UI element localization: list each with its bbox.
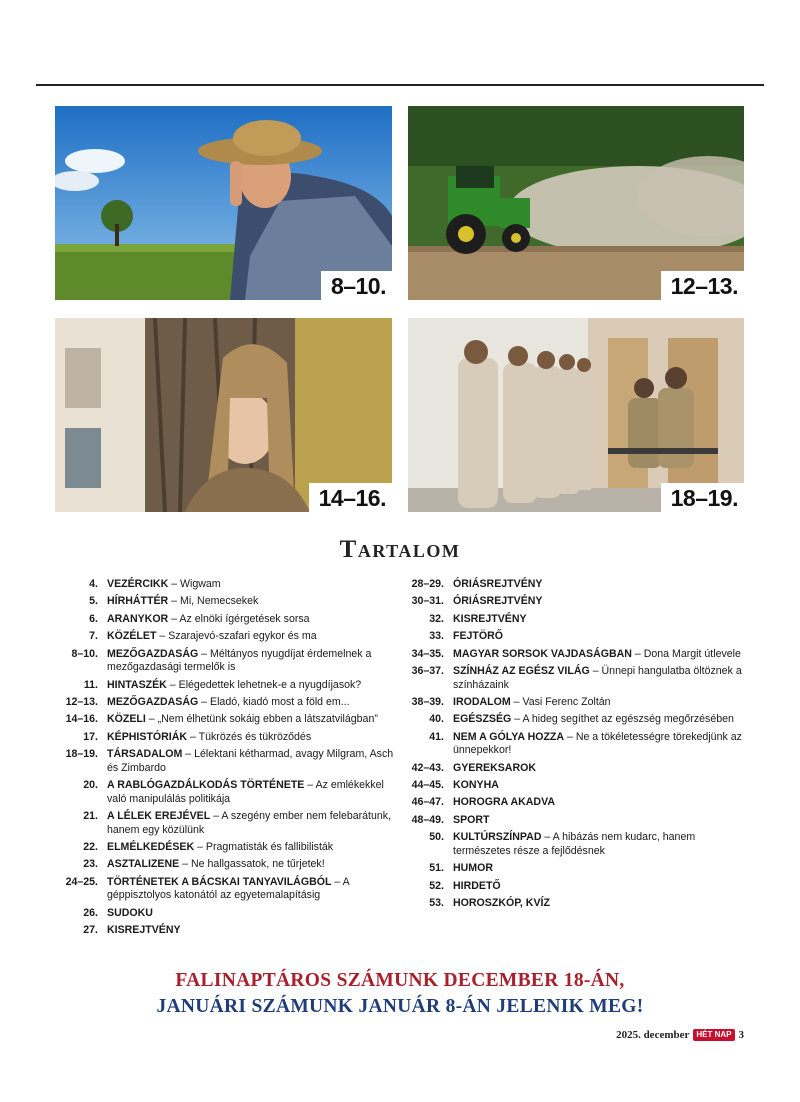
toc-item [48,696,396,710]
toc-item [398,630,748,644]
toc-section-title: VEZÉRCIKK [107,578,169,590]
toc-article-title: – Lélektani kétharmad, avagy Milgram, Asch és Zimbardo [107,748,394,774]
toc-page-number: 36–37. [411,664,444,677]
toc-entry [107,696,396,710]
toc-item [48,748,396,775]
toc-article-title: – Wigwam [168,578,221,590]
page-footer [616,1029,744,1041]
toc-page-number: 6. [89,612,98,625]
toc-item [398,595,748,609]
toc-page-number: 27. [83,924,98,937]
toc-article-title: – Ünnepi hangulatba öltöznek a színházaink [453,664,742,691]
toc-entry [453,796,748,810]
toc-section-title: TÁRSADALOM [107,748,183,761]
toc-page-number: 8–10. [71,647,98,660]
toc-item [398,578,748,592]
toc-item [48,648,396,675]
toc-item [398,897,748,911]
toc-article-title: – Az emlékekkel való manipulálás politikája [107,779,384,805]
toc-item [398,779,748,793]
toc-page-number: 12–13. [65,695,98,708]
toc-article-title: – „Nem élhetünk sokáig ebben a látszatvilágban” [145,713,378,726]
toc-section-title: KÖZÉLET [107,630,157,643]
toc-item [48,841,396,855]
toc-entry [453,648,748,662]
toc-page-number: 52. [429,879,444,892]
toc-page-number: 7. [89,630,98,643]
toc-entry [453,713,748,727]
toc-section-title: KISREJTVÉNY [453,612,527,625]
toc-article-title: – Vasi Ferenc Zoltán [510,695,611,708]
toc-entry [107,924,396,938]
toc-entry [107,810,396,837]
toc-item [48,810,396,837]
toc-entry [107,779,396,806]
toc-item [48,630,396,644]
top-rule [36,84,764,86]
toc-page-number: 4. [89,578,98,590]
toc-entry [453,665,748,692]
toc-article-title: – Méltányos nyugdíjat érdemelnek a mezőgazdasági termelők is [107,647,372,674]
photo-page-badge: 8–10. [321,271,392,300]
toc-section-title: IRODALOM [453,695,511,708]
toc-section-title: KÉPHISTÓRIÁK [107,730,188,743]
toc-section-title: MEZŐGAZDASÁG [107,695,199,708]
toc-section-title: SZÍNHÁZ AZ EGÉSZ VILÁG [453,664,590,677]
toc-page-number: 38–39. [411,695,444,708]
toc-entry [107,613,396,627]
toc-section-title: EGÉSZSÉG [453,713,512,726]
announcement-line-1: FALINAPTÁROS SZÁMUNK DECEMBER 18-ÁN, [175,970,625,991]
toc-page-number: 28–29. [411,578,444,590]
toc-article-title: – Tükrözés és tükröződés [187,730,312,743]
toc-article-title: – Ne a tökéletességre törekedjünk az ünnepekkor! [453,730,742,757]
toc-entry [107,648,396,675]
toc-article-title: – Mi, Nemecsekek [168,595,259,608]
toc-entry [453,814,748,828]
toc-page-number: 30–31. [411,595,444,608]
toc-article-title: – A géppisztolyos katonától az egyetemalapításig [107,875,350,902]
toc-section-title: NEM A GÓLYA HOZZA [453,730,565,743]
toc-section-title: ÓRIÁSREJTVÉNY [453,578,543,590]
toc-section-title: A RABLÓGAZDÁLKODÁS TÖRTÉNETE [107,779,305,792]
toc-section-title: ASZTALIZENE [107,858,180,871]
toc-page-number: 53. [429,897,444,910]
toc-page-number: 46–47. [411,796,444,809]
toc-item [48,731,396,745]
toc-page-number: 42–43. [411,761,444,774]
toc-entry [107,748,396,775]
toc-entry [453,862,748,876]
toc-article-title: – Az elnöki ígérgetések sorsa [168,612,310,625]
toc-article-title: – Szarajevó-szafari egykor és ma [156,630,317,643]
toc-section-title: KÖZELI [107,713,146,726]
toc-page-number: 23. [83,858,98,871]
toc-section-title: A LÉLEK EREJÉVEL [107,810,211,823]
toc-item [48,595,396,609]
issue-date: 2025. december [616,1029,690,1041]
toc-page-number: 40. [429,713,444,726]
toc-page-number: 20. [83,779,98,792]
toc-entry [107,858,396,872]
toc-page-number: 44–45. [411,779,444,792]
toc-item [398,814,748,828]
photo-tractor [408,106,744,300]
toc-item [398,713,748,727]
toc-entry [453,779,748,793]
toc-article-title: – Eladó, kiadó most a föld em... [198,695,350,708]
toc-item [398,648,748,662]
toc-entry [107,679,396,693]
toc-item [398,696,748,710]
toc-page-number: 24–25. [65,875,98,888]
toc-entry [107,876,396,903]
toc-entry [107,595,396,609]
toc-item [398,731,748,758]
toc-page-number: 51. [429,862,444,875]
toc-article-title: – Dona Margit útlevele [631,647,741,660]
toc-article-title: – Pragmatisták és fallibilisták [194,841,334,854]
toc-entry [107,713,396,727]
toc-item [48,713,396,727]
announcement-line-2: JANUÁRI SZÁMUNK JANUÁR 8-ÁN JELENIK MEG! [156,996,644,1017]
toc-section-title: ELMÉLKEDÉSEK [107,841,195,854]
toc-page-number: 33. [429,630,444,643]
photo-page-badge: 12–13. [661,271,744,300]
toc-section-title: GYEREKSAROK [453,761,536,774]
toc-article-title: – Elégedettek lehetnek-e a nyugdíjasok? [166,678,362,691]
toc-article-title: – A hibázás nem kudarc, hanem természetes része a fejlődésnek [453,831,696,857]
toc-right-column [398,578,748,914]
toc-section-title: KONYHA [453,779,499,792]
toc-entry [453,578,748,592]
toc-page-number: 11. [83,678,98,691]
toc-item [48,679,396,693]
photo-prisoners [408,318,744,512]
toc-page-number: 5. [89,595,98,608]
toc-entry [453,731,748,758]
toc-item [398,862,748,876]
toc-item [48,876,396,903]
toc-item [398,831,748,858]
magazine-logo: HÉT NAP [693,1029,734,1041]
toc-page-number: 22. [83,841,98,854]
toc-item [398,613,748,627]
toc-page-number: 17. [83,730,98,743]
photo-page-badge: 18–19. [661,483,744,512]
toc-item [398,762,748,776]
toc-page-number: 48–49. [411,813,444,826]
toc-page-number: 32. [429,612,444,625]
toc-page-number: 50. [429,831,444,844]
toc-section-title: KULTÚRSZÍNPAD [453,831,542,844]
toc-section-title: HÍRHÁTTÉR [107,595,169,608]
toc-item [48,924,396,938]
toc-section-title: SPORT [453,813,490,826]
page-title: Tartalom [339,536,461,563]
toc-article-title: – A szegény ember nem felebarátunk, hanem egy közülünk [107,810,392,836]
toc-section-title: HINTASZÉK [107,678,167,691]
toc-entry [453,762,748,776]
page-number: 3 [738,1029,744,1041]
toc-entry [107,630,396,644]
toc-entry [453,613,748,627]
toc-entry [107,731,396,745]
toc-section-title: MAGYAR SORSOK VAJDASÁGBAN [453,647,632,660]
photo-woman [55,318,392,512]
toc-entry [453,696,748,710]
toc-section-title: HIRDETŐ [453,879,501,892]
toc-section-title: KISREJTVÉNY [107,924,181,937]
toc-entry [453,880,748,894]
toc-section-title: HOROSZKÓP, KVÍZ [453,897,550,910]
toc-item [48,779,396,806]
toc-entry [453,897,748,911]
toc-entry [453,630,748,644]
toc-entry [453,831,748,858]
toc-section-title: ÓRIÁSREJTVÉNY [453,595,543,608]
toc-left-column [48,578,396,942]
toc-section-title: MEZŐGAZDASÁG [107,647,199,660]
toc-item [398,665,748,692]
toc-item [48,907,396,921]
toc-section-title: SUDOKU [107,906,153,919]
toc-section-title: ARANYKOR [107,612,169,625]
toc-entry [453,595,748,609]
toc-item [398,880,748,894]
toc-page-number: 18–19. [65,748,98,761]
photo-page-badge: 14–16. [309,483,392,512]
toc-entry [107,578,396,592]
toc-page-number: 26. [83,906,98,919]
photo-farmer [55,106,392,300]
toc-item [48,858,396,872]
toc-section-title: TÖRTÉNETEK A BÁCSKAI TANYAVILÁGBÓL [107,875,332,888]
toc-entry [107,841,396,855]
toc-article-title: – Ne hallgassatok, ne tűrjetek! [179,858,325,871]
toc-page-number: 34–35. [411,647,444,660]
toc-page-number: 41. [429,730,444,743]
toc-article-title: – A hideg segíthet az egészség megőrzésében [511,713,734,726]
toc-page-number: 21. [83,810,98,823]
toc-entry [107,907,396,921]
toc-item [398,796,748,810]
toc-item [48,578,396,592]
toc-item [48,613,396,627]
toc-section-title: FEJTÖRŐ [453,630,504,643]
toc-page-number: 14–16. [65,713,98,726]
toc-section-title: HUMOR [453,862,494,875]
toc-section-title: HOROGRA AKADVA [453,796,556,809]
